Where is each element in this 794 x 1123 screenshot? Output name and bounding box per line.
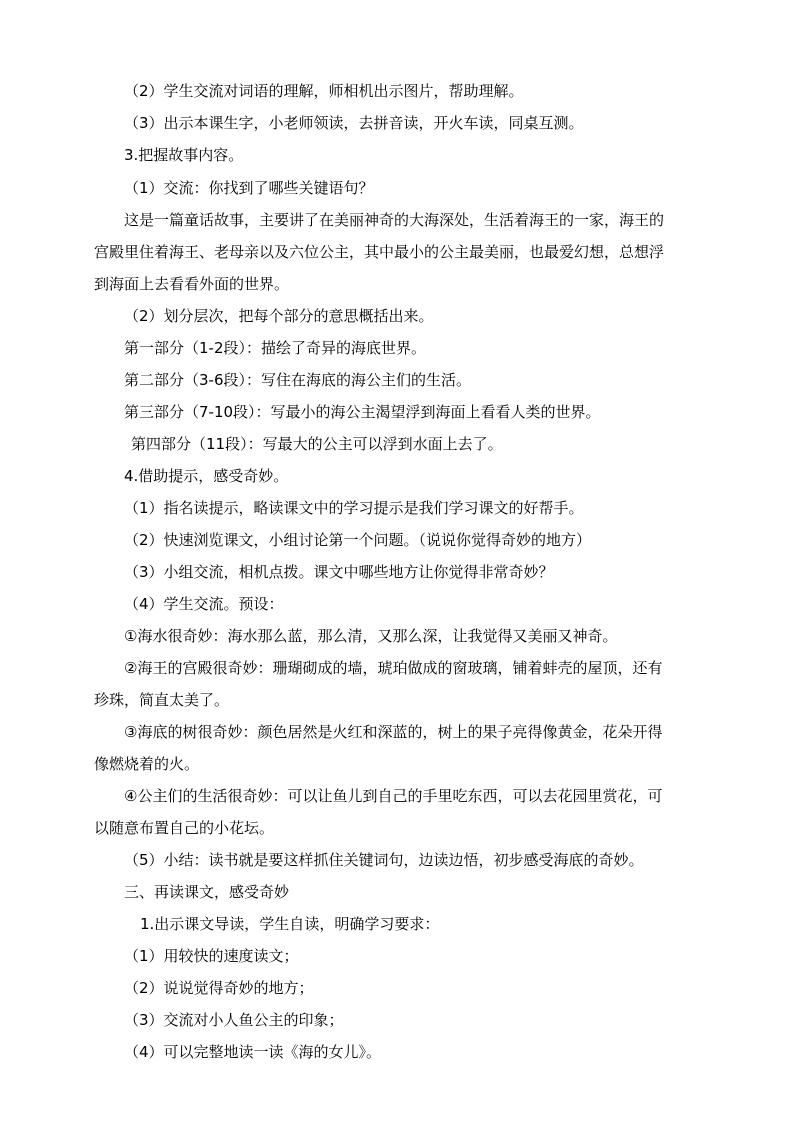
text-line: 像燃烧着的火。 — [94, 755, 200, 773]
text-line: （2）说说觉得奇妙的地方； — [124, 979, 314, 997]
text-line: 4.借助提示，感受奇妙。 — [124, 467, 289, 485]
text-line: ③海底的树很奇妙：颜色居然是火红和深蓝的，树上的果子亮得像黄金，花朵开得 — [124, 723, 663, 741]
text-line: （2）学生交流对词语的理解，师相机出示图片，帮助理解。 — [124, 82, 524, 100]
text-line: 这是一篇童话故事，主要讲了在美丽神奇的大海深处，生活着海王的一家，海王的 — [124, 211, 665, 229]
text-line: （1）交流：你找到了哪些关键语句？ — [124, 179, 374, 197]
text-line: （3）交流对小人鱼公主的印象； — [124, 1011, 344, 1029]
text-line: 珍珠，简直太美了。 — [94, 691, 230, 709]
text-line: ④公主们的生活很奇妙：可以让鱼儿到自己的手里吃东西，可以去花园里赏花，可 — [124, 787, 663, 805]
text-line: 1.出示课文导读，学生自读，明确学习要求： — [140, 915, 440, 933]
text-line: （2）划分层次，把每个部分的意思概括出来。 — [124, 307, 434, 325]
text-line: 第三部分（7-10段）：写最小的海公主渴望浮到海面上看看人类的世界。 — [124, 403, 601, 421]
text-line: （5）小结：读书就是要这样抓住关键词句，边读边悟，初步感受海底的奇妙。 — [124, 851, 644, 869]
section-heading: 三、再读课文，感受奇妙 — [124, 883, 290, 901]
text-line: （1）指名读提示，略读课文中的学习提示是我们学习课文的好帮手。 — [124, 499, 584, 517]
text-line: （4）学生交流。预设： — [124, 595, 284, 613]
text-line: 3.把握故事内容。 — [124, 146, 244, 164]
text-line: 宫殿里住着海王、老母亲以及六位公主，其中最小的公主最美丽，也最爱幻想，总想浮 — [94, 243, 665, 261]
text-line: （3）小组交流，相机点拨。课文中哪些地方让你觉得非常奇妙？ — [124, 563, 554, 581]
text-line: （1）用较快的速度读文； — [124, 947, 299, 965]
text-line: （4）可以完整地读一读《海的女儿》。 — [124, 1043, 382, 1061]
text-line: 到海面上去看看外面的世界。 — [94, 275, 290, 293]
text-line: 第一部分（1-2段）：描绘了奇异的海底世界。 — [124, 339, 427, 357]
text-line: （3）出示本课生字，小老师领读，去拼音读，开火车读，同桌互测。 — [124, 114, 584, 132]
text-line: ②海王的宫殿很奇妙：珊瑚砌成的墙，琥珀做成的窗玻璃，铺着蚌壳的屋顶，还有 — [124, 659, 663, 677]
text-line: 以随意布置自己的小花坛。 — [94, 819, 275, 837]
text-line: 第二部分（3-6段）：写住在海底的海公主们的生活。 — [124, 371, 472, 389]
text-line: （2）快速浏览课文，小组讨论第一个问题。（说说你觉得奇妙的地方） — [124, 531, 592, 549]
text-line: ①海水很奇妙：海水那么蓝，那么清，又那么深，让我觉得又美丽又神奇。 — [124, 627, 618, 645]
text-line: 第四部分（11段）：写最大的公主可以浮到水面上去了。 — [131, 435, 503, 453]
